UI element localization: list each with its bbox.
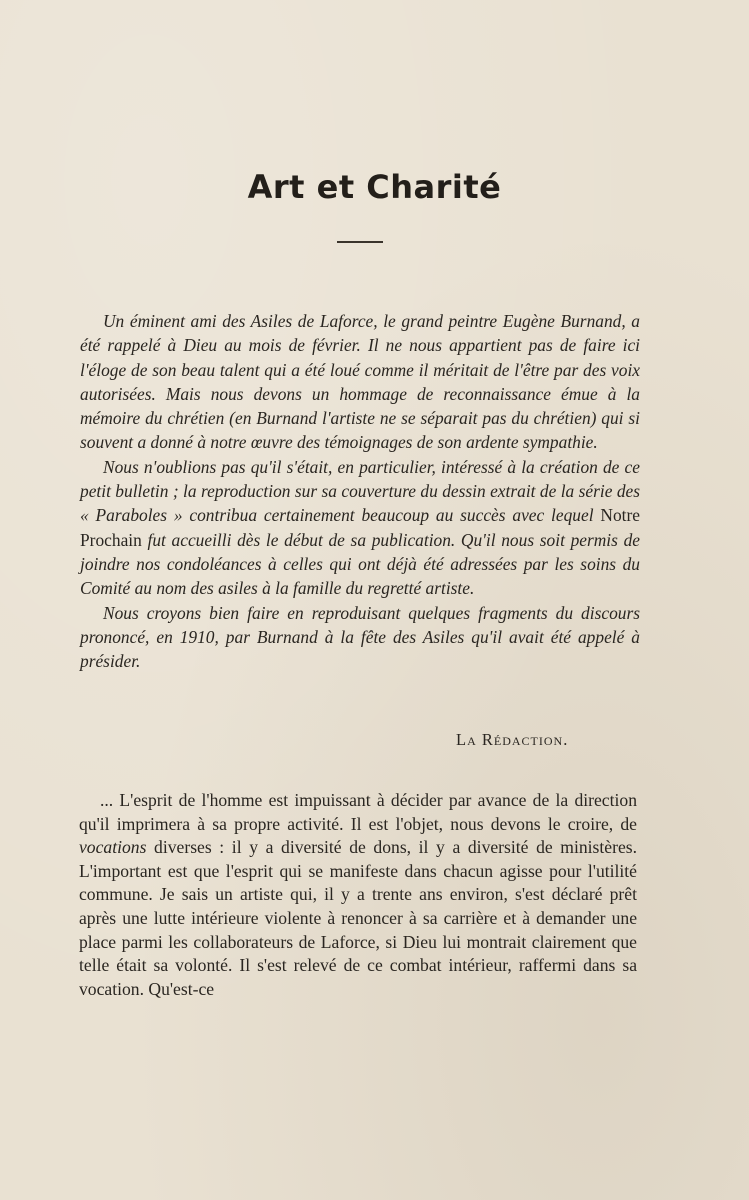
intro-paragraph-2-text-start: Nous n'oublions pas qu'il s'était, en particulier, intéressé à la création de ce petit bulletin ; la reproduction sur sa couverture du dessin extrait de la série des « Paraboles » contribua certainement beaucoup au succès avec lequel	[80, 456, 640, 526]
speech-excerpt	[79, 789, 637, 1001]
intro-paragraph-1	[80, 309, 640, 455]
speech-italic-word: vocations	[79, 837, 147, 858]
speech-text-end: diverses : il y a diversité de dons, il y a diversité de ministères. L'important est que l'esprit qui se manifeste dans chacun agisse pour l'utilité commune. Je sais un artiste qui, il y a trente ans environ, s'est déclaré prêt après une lutte intérieure violente à renoncer à sa carrière et à demander une place parmi les collaborateurs de Laforce, si Dieu lui montrait clairement que telle était sa volonté. Il s'est relevé de ce combat intérieur, raffermi dans sa vocation. Qu'est-ce	[79, 837, 637, 999]
intro-paragraph-2	[80, 455, 640, 601]
editorial-signature: La Rédaction.	[456, 730, 569, 749]
editorial-introduction	[80, 309, 640, 673]
bulletin-name: Notre Prochain	[80, 505, 640, 550]
intro-paragraph-1-text: Un éminent ami des Asiles de Laforce, le grand peintre Eugène Burnand, a été rappelé à Dieu au mois de février. Il ne nous appartient pas de faire ici l'éloge de son beau talent qui a été loué comme il méritait de l'être par des voix autorisées. Mais nous devons un hommage de reconnaissance émue à la mémoire du chrétien (en Burnand l'artiste ne se séparait pas du chrétien) qui si souvent a donné à notre œuvre des témoignages de son ardente sympathie.	[80, 311, 640, 453]
intro-paragraph-2-text-end: fut accueilli dès le début de sa publication. Qu'il nous soit permis de joindre nos condoléances à celles qui ont déjà été adressées par les soins du Comité au nom des asiles à la famille du regretté artiste.	[80, 529, 640, 599]
article-title: Art et Charité	[247, 168, 502, 206]
speech-paragraph	[79, 789, 637, 1001]
intro-paragraph-3	[80, 601, 640, 674]
speech-text-start: ... L'esprit de l'homme est impuissant à décider par avance de la direction qu'il imprimera à sa propre activité. Il est l'objet, nous devons le croire, de	[79, 790, 637, 834]
title-divider	[337, 241, 383, 243]
intro-paragraph-3-text: Nous croyons bien faire en reproduisant quelques fragments du discours prononcé, en 1910, par Burnand à la fête des Asiles qu'il avait été appelé à présider.	[80, 602, 640, 672]
